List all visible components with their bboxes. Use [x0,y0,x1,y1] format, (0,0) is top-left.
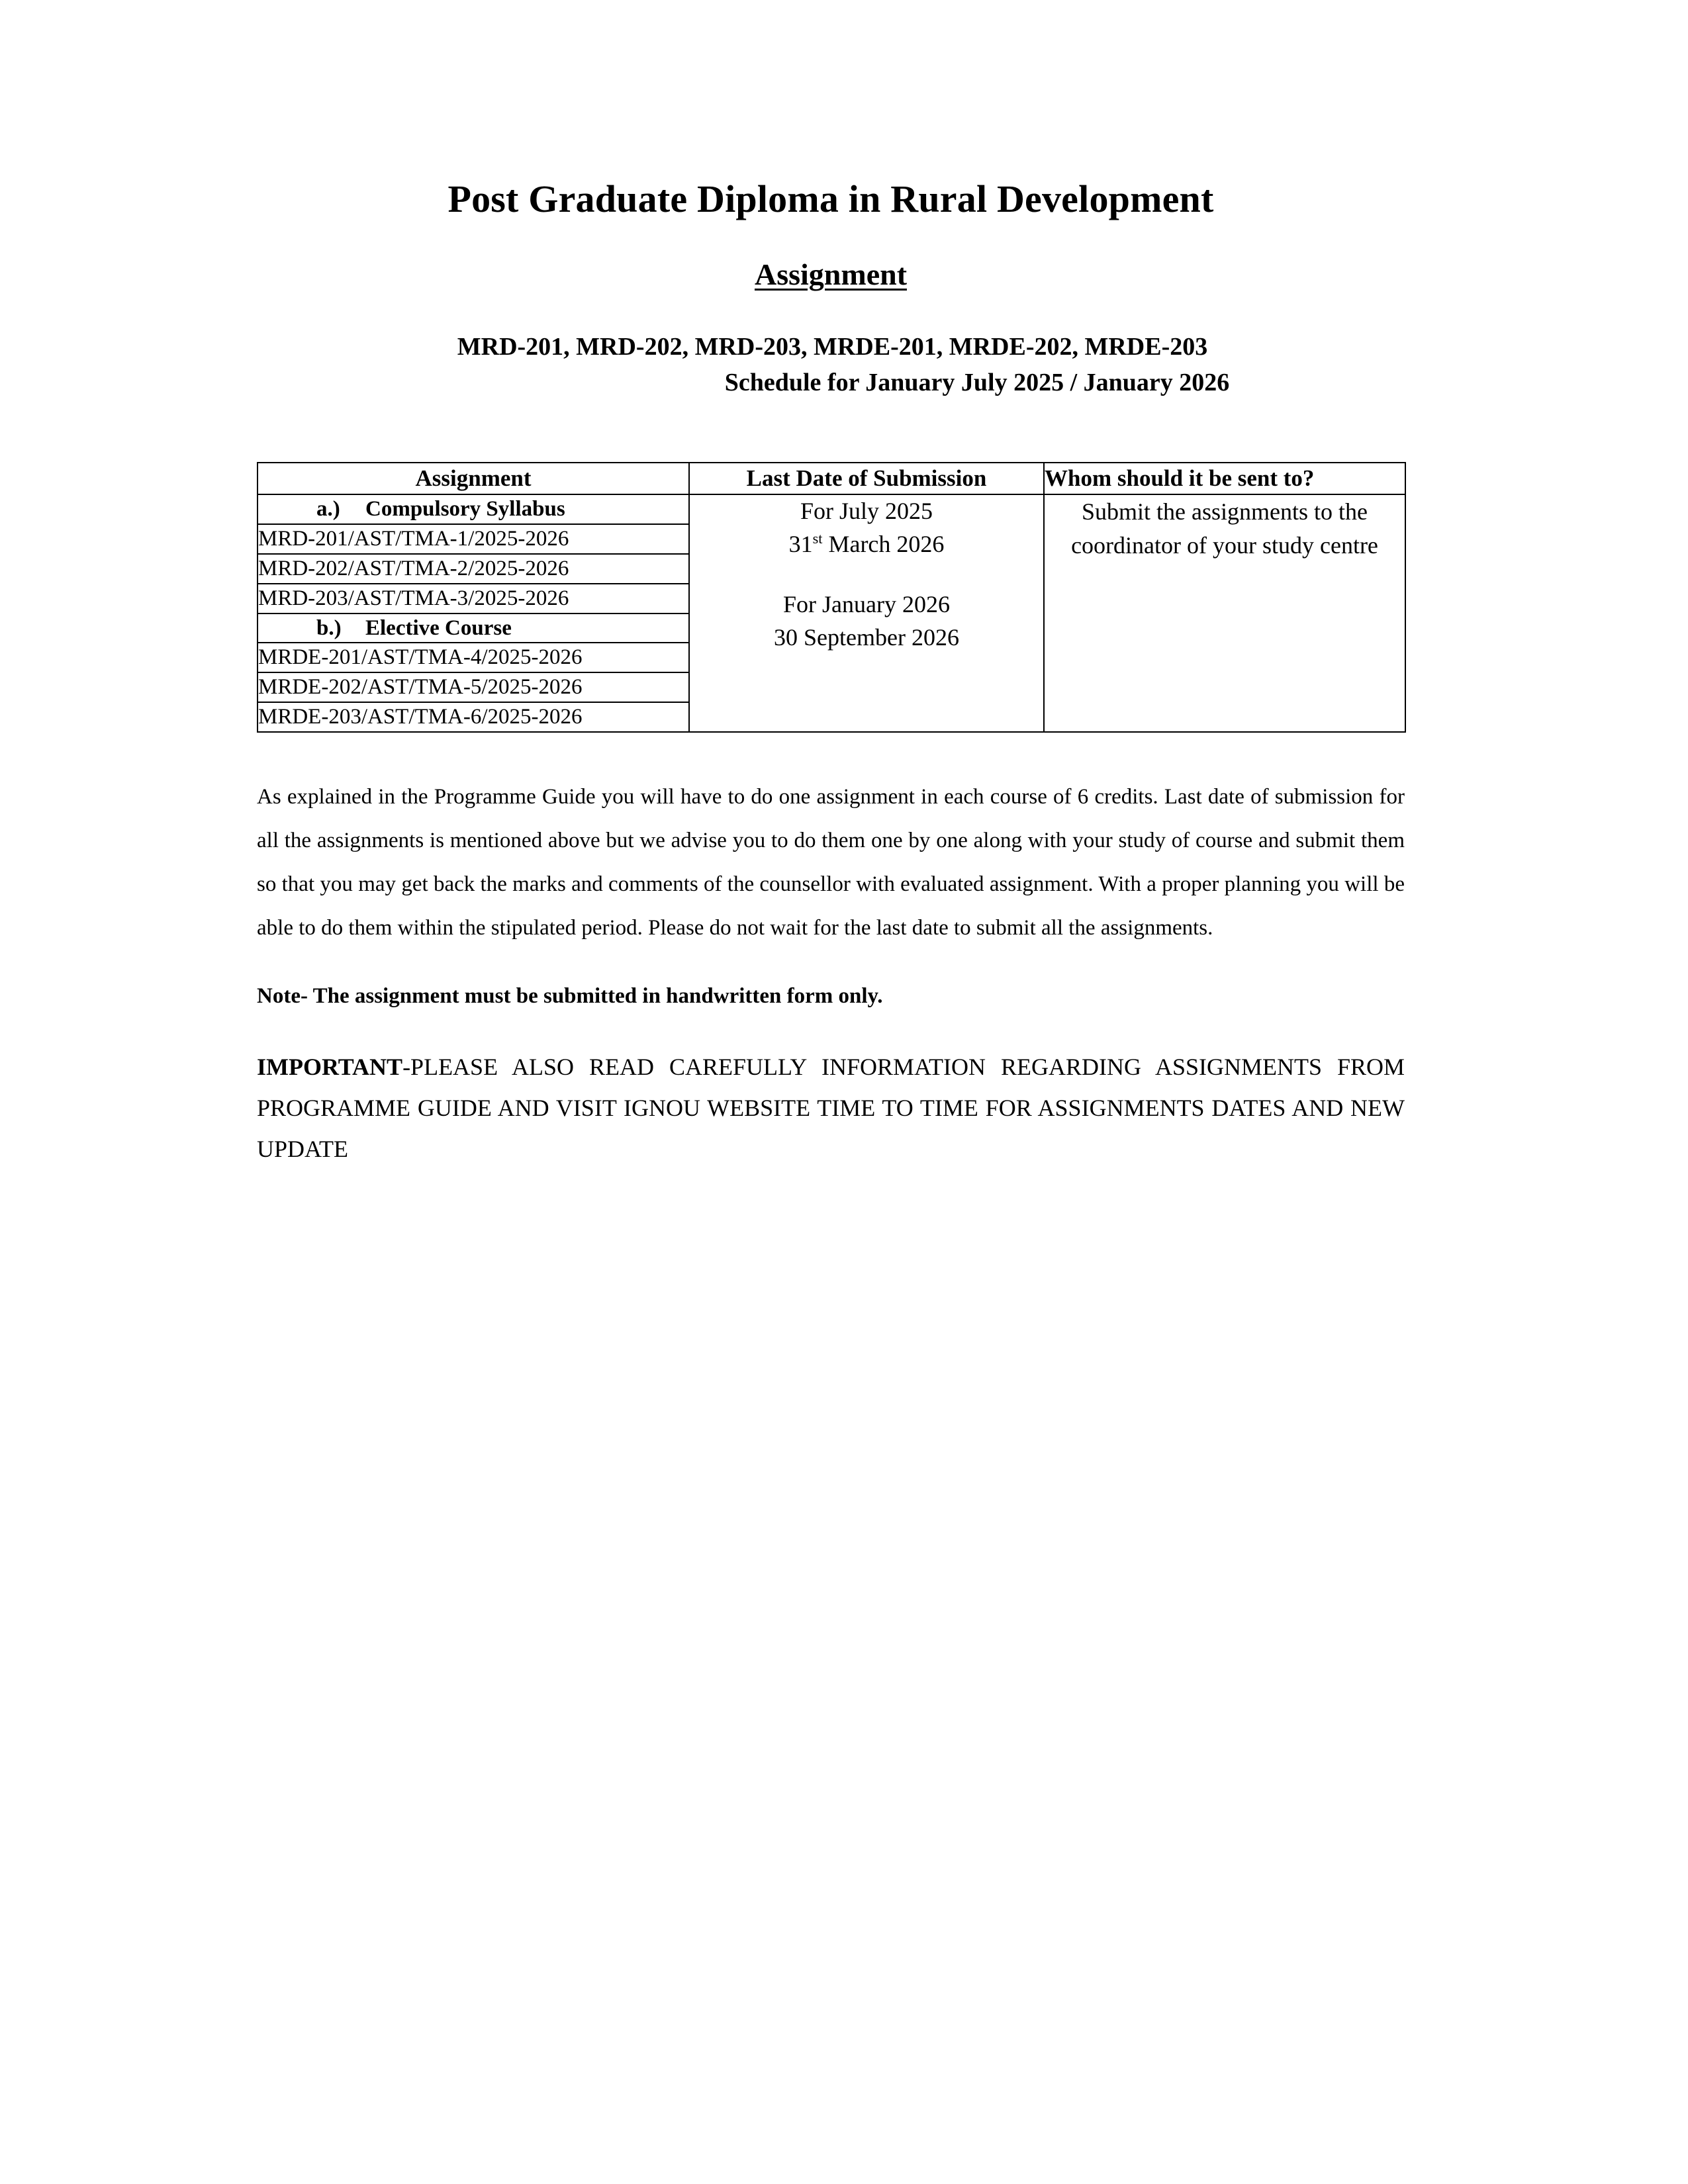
explanation-paragraph: As explained in the Programme Guide you will have to do one assignment in each course of 6 credits. Last date of submission for all the assignments is mentioned above but we advise you to do them one by one along with your study of course and submit them so that you may get back the marks and comments of the counsellor with evaluated assignment. With a proper planning you will be able to do them within the stipulated period. Please do not wait for the last date to submit all the assignments. [257,785,1405,940]
document-content [257,0,1405,1170]
assignment-code-mrde-201: MRDE-201/AST/TMA-4/2025-2026 [258,643,689,672]
date-july-value [789,531,945,557]
last-date-cell [689,494,1044,732]
table-header-row [258,463,1405,494]
important-label: IMPORTANT [257,1053,403,1080]
date-july-suffix: st [812,529,823,547]
course-codes-line: MRD-201, MRD-202, MRD-203, MRDE-201, MRDE-202, MRDE-203 [457,332,1208,361]
whom-cell: Submit the assignments to the coordinator of your study centre [1044,494,1405,732]
section-label-compulsory: Compulsory Syllabus [365,496,565,521]
section-header-compulsory [258,494,689,524]
column-header-assignment: Assignment [258,463,689,494]
section-marker-a: a.) [316,496,340,521]
schedule-line: Schedule for January July 2025 / January 2026 [724,368,1230,396]
assignment-code-mrde-202: MRDE-202/AST/TMA-5/2025-2026 [258,672,689,702]
assignment-schedule-table [257,462,1406,733]
date-july-rest: March 2026 [822,530,945,557]
course-codes-block [257,293,1405,401]
section-row-compulsory [258,494,1405,524]
section-header-elective [258,614,689,643]
assignment-heading-text: Assignment [754,257,908,291]
note-line: Note- The assignment must be submitted in handwritten form only. [257,984,883,1009]
schedule-table-wrapper [257,401,1405,733]
date-july-label: For July 2025 [800,497,933,524]
assignment-code-mrd-202: MRD-202/AST/TMA-2/2025-2026 [258,554,689,584]
assignment-heading [257,222,1405,293]
assignment-code-mrd-203: MRD-203/AST/TMA-3/2025-2026 [258,584,689,614]
date-january-value: 30 September 2026 [774,623,959,651]
date-january-label: For January 2026 [783,591,950,618]
important-text: -PLEASE ALSO READ CAREFULLY INFORMATION REGARDING ASSIGNMENTS FROM PROGRAMME GUIDE AND VISIT IGNOU WEBSITE TIME TO TIME FOR ASSIGNMENTS DATES AND NEW UPDATE [257,1053,1405,1162]
date-july-day: 31 [788,530,813,557]
column-header-last-date: Last Date of Submission [689,463,1044,494]
section-marker-b: b.) [316,615,342,640]
column-header-whom: Whom should it be sent to? [1044,463,1405,494]
section-header-elective-inner [258,614,688,643]
section-header-compulsory-inner [258,495,688,523]
important-paragraph [257,1014,1405,1170]
assignment-code-mrde-203: MRDE-203/AST/TMA-6/2025-2026 [258,702,689,732]
page-title: Post Graduate Diploma in Rural Development [447,177,1214,220]
section-label-elective: Elective Course [365,615,512,640]
assignment-code-mrd-201: MRD-201/AST/TMA-1/2025-2026 [258,524,689,554]
dates-spacer [690,561,1043,588]
